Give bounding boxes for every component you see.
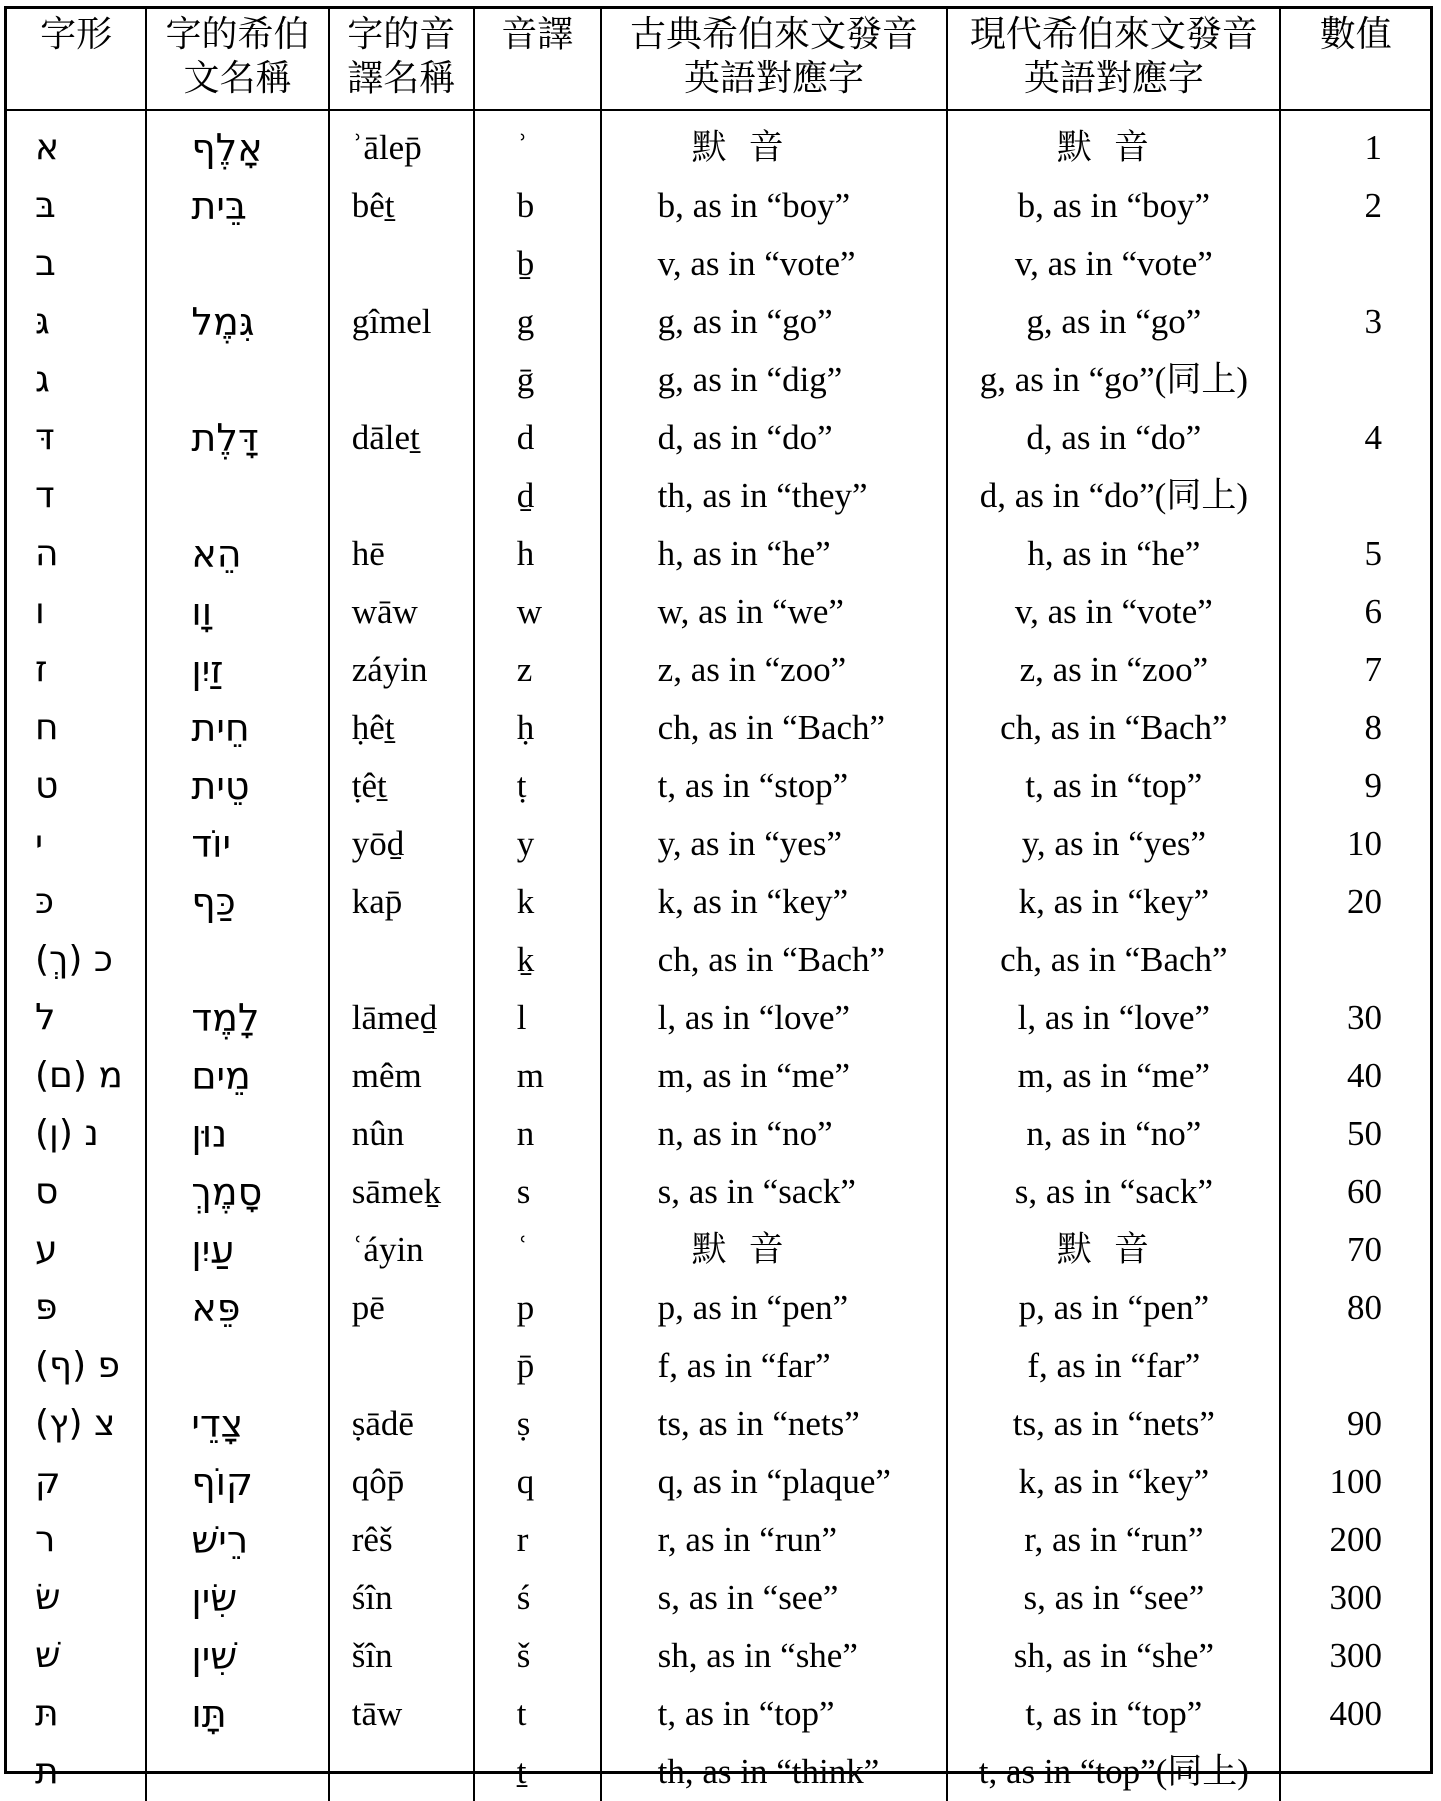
letter-form-cell: צ (ץ): [35, 1403, 116, 1444]
table-row: [7, 235, 1430, 293]
header-row: [7, 9, 1430, 110]
numeric-value-cell: [1280, 351, 1430, 409]
numeric-value-cell: 3: [1280, 293, 1430, 351]
table-row: [7, 931, 1430, 989]
classical-pronunciation-cell: k, as in “key”: [601, 873, 948, 931]
classical-pronunciation-cell: p, as in “pen”: [601, 1279, 948, 1337]
modern-pronunciation-cell: f, as in “far”: [947, 1337, 1280, 1395]
hebrew-name-cell: מֵים: [146, 1047, 328, 1105]
letter-form-cell: י: [35, 823, 44, 864]
transliteration-cell: z: [474, 641, 601, 699]
hebrew-name-cell: זַיִן: [146, 641, 328, 699]
transliterated-name-cell: [329, 931, 474, 989]
table-row: [7, 815, 1430, 873]
numeric-value-cell: 300: [1280, 1569, 1430, 1627]
table-row: [7, 177, 1430, 235]
modern-pronunciation-cell: z, as in “zoo”: [947, 641, 1280, 699]
modern-pronunciation-cell: y, as in “yes”: [947, 815, 1280, 873]
modern-pronunciation-cell: d, as in “do”(同上): [947, 467, 1280, 525]
letter-form-cell: ע: [35, 1229, 58, 1270]
letter-form-cell: פּ: [35, 1287, 58, 1328]
hebrew-name-cell: בֵּית: [146, 177, 328, 235]
header-letter-form: 字形: [7, 9, 146, 110]
hebrew-name-cell: עַיִן: [146, 1221, 328, 1279]
classical-pronunciation-cell: f, as in “far”: [601, 1337, 948, 1395]
transliteration-cell: ḡ: [474, 351, 601, 409]
table-row: [7, 1337, 1430, 1395]
transliterated-name-cell: [329, 467, 474, 525]
table-row: [7, 641, 1430, 699]
numeric-value-cell: 6: [1280, 583, 1430, 641]
transliteration-cell: ṣ: [474, 1395, 601, 1453]
classical-pronunciation-cell: sh, as in “she”: [601, 1627, 948, 1685]
table-row: [7, 1743, 1430, 1801]
transliteration-cell: h: [474, 525, 601, 583]
letter-form-cell: בּ: [35, 185, 56, 226]
transliteration-cell: ḵ: [474, 931, 601, 989]
table-row: [7, 699, 1430, 757]
letter-form-cell: ג: [35, 359, 50, 400]
letter-form-cell: גּ: [35, 301, 50, 342]
classical-pronunciation-cell: b, as in “boy”: [601, 177, 948, 235]
table-row: [7, 1685, 1430, 1743]
header-transliterated-name: 字的音 譯名稱: [329, 9, 474, 110]
modern-pronunciation-cell: v, as in “vote”: [947, 583, 1280, 641]
hebrew-name-cell: [146, 235, 328, 293]
letter-form-cell: ר: [35, 1519, 56, 1560]
modern-pronunciation-cell: 默音: [947, 110, 1280, 177]
transliteration-cell: ṭ: [474, 757, 601, 815]
classical-pronunciation-cell: m, as in “me”: [601, 1047, 948, 1105]
transliterated-name-cell: bêt̠: [329, 177, 474, 235]
transliterated-name-cell: nûn: [329, 1105, 474, 1163]
transliteration-cell: ḇ: [474, 235, 601, 293]
transliteration-cell: l: [474, 989, 601, 1047]
table-row: [7, 467, 1430, 525]
classical-pronunciation-cell: s, as in “see”: [601, 1569, 948, 1627]
numeric-value-cell: [1280, 467, 1430, 525]
transliterated-name-cell: záyin: [329, 641, 474, 699]
table-row: [7, 873, 1430, 931]
hebrew-name-cell: יוֹד: [146, 815, 328, 873]
transliteration-cell: ś: [474, 1569, 601, 1627]
hebrew-name-cell: דָּלֶת: [146, 409, 328, 467]
modern-pronunciation-cell: v, as in “vote”: [947, 235, 1280, 293]
numeric-value-cell: 7: [1280, 641, 1430, 699]
letter-form-cell: תּ: [35, 1693, 59, 1734]
table-row: [7, 757, 1430, 815]
transliterated-name-cell: [329, 235, 474, 293]
modern-pronunciation-cell: s, as in “see”: [947, 1569, 1280, 1627]
letter-form-cell: כ (ךְ): [35, 939, 113, 980]
table-row: [7, 1395, 1430, 1453]
hebrew-name-cell: וָו: [146, 583, 328, 641]
numeric-value-cell: 1: [1280, 110, 1430, 177]
transliteration-cell: d: [474, 409, 601, 467]
transliterated-name-cell: [329, 351, 474, 409]
hebrew-name-cell: [146, 931, 328, 989]
transliterated-name-cell: šîn: [329, 1627, 474, 1685]
numeric-value-cell: 200: [1280, 1511, 1430, 1569]
numeric-value-cell: 9: [1280, 757, 1430, 815]
numeric-value-cell: 70: [1280, 1221, 1430, 1279]
numeric-value-cell: 40: [1280, 1047, 1430, 1105]
numeric-value-cell: 90: [1280, 1395, 1430, 1453]
letter-form-cell: שׂ: [35, 1577, 61, 1618]
transliteration-cell: b: [474, 177, 601, 235]
letter-form-cell: נ (ן): [35, 1113, 99, 1154]
numeric-value-cell: 4: [1280, 409, 1430, 467]
hebrew-name-cell: אָלֶף: [146, 110, 328, 177]
hebrew-name-cell: חֵית: [146, 699, 328, 757]
letter-form-cell: ט: [35, 765, 59, 806]
transliteration-cell: k: [474, 873, 601, 931]
classical-pronunciation-cell: z, as in “zoo”: [601, 641, 948, 699]
modern-pronunciation-cell: h, as in “he”: [947, 525, 1280, 583]
hebrew-name-cell: פֵּא: [146, 1279, 328, 1337]
table-row: [7, 351, 1430, 409]
letter-form-cell: ו: [35, 591, 45, 632]
classical-pronunciation-cell: t, as in “stop”: [601, 757, 948, 815]
table-row: [7, 583, 1430, 641]
table-row: [7, 525, 1430, 583]
numeric-value-cell: [1280, 1337, 1430, 1395]
transliterated-name-cell: tāw: [329, 1685, 474, 1743]
classical-pronunciation-cell: th, as in “think”: [601, 1743, 948, 1801]
letter-form-cell: ח: [35, 707, 59, 748]
numeric-value-cell: 80: [1280, 1279, 1430, 1337]
numeric-value-cell: 50: [1280, 1105, 1430, 1163]
modern-pronunciation-cell: n, as in “no”: [947, 1105, 1280, 1163]
hebrew-name-cell: לָמֶד: [146, 989, 328, 1047]
classical-pronunciation-cell: 默音: [601, 110, 948, 177]
hebrew-name-cell: [146, 1337, 328, 1395]
numeric-value-cell: [1280, 931, 1430, 989]
table-row: [7, 1047, 1430, 1105]
classical-pronunciation-cell: th, as in “they”: [601, 467, 948, 525]
letter-form-cell: ז: [35, 649, 48, 690]
hebrew-name-cell: [146, 467, 328, 525]
modern-pronunciation-cell: s, as in “sack”: [947, 1163, 1280, 1221]
modern-pronunciation-cell: ch, as in “Bach”: [947, 931, 1280, 989]
modern-pronunciation-cell: 默音: [947, 1221, 1280, 1279]
hebrew-name-cell: תָּו: [146, 1685, 328, 1743]
transliteration-cell: š: [474, 1627, 601, 1685]
modern-pronunciation-cell: t, as in “top”: [947, 757, 1280, 815]
table-row: [7, 1511, 1430, 1569]
letter-form-cell: ה: [35, 533, 59, 574]
transliteration-cell: m: [474, 1047, 601, 1105]
letter-form-cell: ס: [35, 1171, 59, 1212]
classical-pronunciation-cell: n, as in “no”: [601, 1105, 948, 1163]
modern-pronunciation-cell: d, as in “do”: [947, 409, 1280, 467]
transliteration-cell: r: [474, 1511, 601, 1569]
transliteration-cell: w: [474, 583, 601, 641]
transliterated-name-cell: dālet̠: [329, 409, 474, 467]
modern-pronunciation-cell: b, as in “boy”: [947, 177, 1280, 235]
classical-pronunciation-cell: y, as in “yes”: [601, 815, 948, 873]
classical-pronunciation-cell: w, as in “we”: [601, 583, 948, 641]
transliterated-name-cell: sāmeḵ: [329, 1163, 474, 1221]
modern-pronunciation-cell: r, as in “run”: [947, 1511, 1280, 1569]
transliteration-cell: ṯ: [474, 1743, 601, 1801]
modern-pronunciation-cell: m, as in “me”: [947, 1047, 1280, 1105]
table-row: [7, 1221, 1430, 1279]
letter-form-cell: פ (ף): [35, 1345, 121, 1386]
transliterated-name-cell: kap̄: [329, 873, 474, 931]
numeric-value-cell: 10: [1280, 815, 1430, 873]
header-classical-pronunciation: 古典希伯來文發音 英語對應字: [601, 9, 948, 110]
numeric-value-cell: [1280, 1743, 1430, 1801]
numeric-value-cell: 2: [1280, 177, 1430, 235]
classical-pronunciation-cell: t, as in “top”: [601, 1685, 948, 1743]
modern-pronunciation-cell: g, as in “go”: [947, 293, 1280, 351]
classical-pronunciation-cell: s, as in “sack”: [601, 1163, 948, 1221]
transliterated-name-cell: pē: [329, 1279, 474, 1337]
hebrew-name-cell: הֵא: [146, 525, 328, 583]
classical-pronunciation-cell: r, as in “run”: [601, 1511, 948, 1569]
transliterated-name-cell: yōḏ: [329, 815, 474, 873]
letter-form-cell: ת: [35, 1751, 59, 1792]
modern-pronunciation-cell: sh, as in “she”: [947, 1627, 1280, 1685]
letter-form-cell: ב: [35, 243, 56, 284]
transliterated-name-cell: mêm: [329, 1047, 474, 1105]
letter-form-cell: מ (ם): [35, 1055, 123, 1096]
modern-pronunciation-cell: ts, as in “nets”: [947, 1395, 1280, 1453]
transliterated-name-cell: ʾālep̄: [329, 110, 474, 177]
classical-pronunciation-cell: h, as in “he”: [601, 525, 948, 583]
numeric-value-cell: 5: [1280, 525, 1430, 583]
classical-pronunciation-cell: q, as in “plaque”: [601, 1453, 948, 1511]
letter-form-cell: ל: [35, 997, 56, 1038]
table-row: [7, 409, 1430, 467]
transliteration-cell: ḏ: [474, 467, 601, 525]
transliteration-cell: n: [474, 1105, 601, 1163]
hebrew-alphabet-table: [4, 6, 1433, 1792]
transliterated-name-cell: ḥêt̠: [329, 699, 474, 757]
classical-pronunciation-cell: g, as in “go”: [601, 293, 948, 351]
transliteration-cell: p̄: [474, 1337, 601, 1395]
transliterated-name-cell: gîmel: [329, 293, 474, 351]
table-row: [7, 1163, 1430, 1221]
modern-pronunciation-cell: t, as in “top”(同上): [947, 1743, 1280, 1801]
modern-pronunciation-cell: p, as in “pen”: [947, 1279, 1280, 1337]
transliteration-cell: g: [474, 293, 601, 351]
transliterated-name-cell: [329, 1743, 474, 1801]
numeric-value-cell: [1280, 235, 1430, 293]
hebrew-name-cell: כַּף: [146, 873, 328, 931]
numeric-value-cell: 20: [1280, 873, 1430, 931]
letter-form-cell: כּ: [35, 881, 55, 922]
header-modern-pronunciation: 現代希伯來文發音 英語對應字: [947, 9, 1280, 110]
transliteration-cell: p: [474, 1279, 601, 1337]
transliteration-cell: y: [474, 815, 601, 873]
letter-form-cell: דּ: [35, 417, 55, 458]
letter-form-cell: א: [35, 127, 60, 168]
table-row: [7, 1453, 1430, 1511]
transliterated-name-cell: lāmeḏ: [329, 989, 474, 1047]
header-hebrew-name: 字的希伯 文名稱: [146, 9, 328, 110]
transliteration-cell: q: [474, 1453, 601, 1511]
numeric-value-cell: 60: [1280, 1163, 1430, 1221]
modern-pronunciation-cell: g, as in “go”(同上): [947, 351, 1280, 409]
hebrew-name-cell: [146, 351, 328, 409]
header-transliteration: 音譯: [474, 9, 601, 110]
table-row: [7, 989, 1430, 1047]
hebrew-name-cell: שִׁין: [146, 1627, 328, 1685]
transliteration-cell: ʾ: [474, 110, 601, 177]
letter-form-cell: ד: [35, 475, 55, 516]
letter-form-cell: ק: [35, 1461, 61, 1502]
transliteration-cell: t: [474, 1685, 601, 1743]
modern-pronunciation-cell: ch, as in “Bach”: [947, 699, 1280, 757]
modern-pronunciation-cell: l, as in “love”: [947, 989, 1280, 1047]
transliterated-name-cell: śîn: [329, 1569, 474, 1627]
hebrew-name-cell: נוּן: [146, 1105, 328, 1163]
numeric-value-cell: 400: [1280, 1685, 1430, 1743]
alphabet-table: [7, 9, 1430, 1801]
hebrew-name-cell: קוֹף: [146, 1453, 328, 1511]
numeric-value-cell: 30: [1280, 989, 1430, 1047]
transliterated-name-cell: [329, 1337, 474, 1395]
transliterated-name-cell: ṣādē: [329, 1395, 474, 1453]
table-row: [7, 1105, 1430, 1163]
transliterated-name-cell: wāw: [329, 583, 474, 641]
classical-pronunciation-cell: l, as in “love”: [601, 989, 948, 1047]
classical-pronunciation-cell: ch, as in “Bach”: [601, 931, 948, 989]
classical-pronunciation-cell: g, as in “dig”: [601, 351, 948, 409]
transliteration-cell: ʿ: [474, 1221, 601, 1279]
transliteration-cell: s: [474, 1163, 601, 1221]
classical-pronunciation-cell: v, as in “vote”: [601, 235, 948, 293]
numeric-value-cell: 8: [1280, 699, 1430, 757]
hebrew-name-cell: [146, 1743, 328, 1801]
transliteration-cell: ḥ: [474, 699, 601, 757]
transliterated-name-cell: rêš: [329, 1511, 474, 1569]
classical-pronunciation-cell: 默音: [601, 1221, 948, 1279]
classical-pronunciation-cell: ts, as in “nets”: [601, 1395, 948, 1453]
hebrew-name-cell: סָמֶךְ: [146, 1163, 328, 1221]
hebrew-name-cell: שִׂין: [146, 1569, 328, 1627]
transliterated-name-cell: hē: [329, 525, 474, 583]
table-row: [7, 1279, 1430, 1337]
transliterated-name-cell: ʿáyin: [329, 1221, 474, 1279]
letter-form-cell: שׁ: [35, 1635, 61, 1676]
modern-pronunciation-cell: t, as in “top”: [947, 1685, 1280, 1743]
transliterated-name-cell: ṭêt̠: [329, 757, 474, 815]
classical-pronunciation-cell: d, as in “do”: [601, 409, 948, 467]
table-row: [7, 293, 1430, 351]
numeric-value-cell: 300: [1280, 1627, 1430, 1685]
table-row: [7, 110, 1430, 177]
hebrew-name-cell: טֵית: [146, 757, 328, 815]
modern-pronunciation-cell: k, as in “key”: [947, 873, 1280, 931]
modern-pronunciation-cell: k, as in “key”: [947, 1453, 1280, 1511]
hebrew-name-cell: רֵישׁ: [146, 1511, 328, 1569]
classical-pronunciation-cell: ch, as in “Bach”: [601, 699, 948, 757]
header-numeric-value: 數值: [1280, 9, 1430, 110]
hebrew-name-cell: צָדֵי: [146, 1395, 328, 1453]
numeric-value-cell: 100: [1280, 1453, 1430, 1511]
hebrew-name-cell: גִּמֶל: [146, 293, 328, 351]
table-row: [7, 1627, 1430, 1685]
table-row: [7, 1569, 1430, 1627]
transliterated-name-cell: qôp̄: [329, 1453, 474, 1511]
